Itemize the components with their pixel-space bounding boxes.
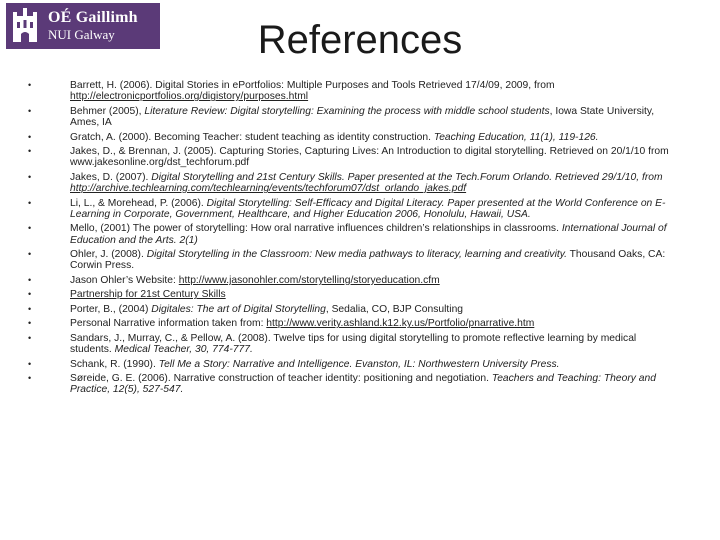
reference-item [28,172,678,195]
reference-item [28,304,678,315]
reference-text: Digitales: The art of Digital Storytelling [151,303,326,315]
reference-item [28,80,678,103]
reference-text: Sandars, J., Murray, C., & Pellow, A. (2008). Twelve tips for using digital storytelling to promote reflective learning by medical students. [70,332,637,356]
reference-text: International Journal of Education and the Arts. 2(1) [70,223,667,246]
reference-text: Personal Narrative information taken from: [70,318,267,330]
reference-text: Porter, B., (2004) [70,303,152,315]
reference-item [28,132,678,143]
reference-text: Søreide, G. E. (2006). Narrative construction of teacher identity: positioning and negotiation. [70,373,492,385]
bullet-icon: • [28,303,32,314]
reference-item [28,146,678,169]
bullet-icon: • [28,274,32,285]
reference-link[interactable]: http://electronicportfolios.org/digistory/purposes.html [70,91,309,103]
logo-irish-name: OÉ Gaillimh [48,9,138,26]
bullet-icon: • [28,318,32,329]
reference-item [28,318,678,329]
bullet-icon: • [28,171,32,182]
reference-link[interactable]: Partnership for 21st Century Skills [70,289,226,301]
logo-english-name: NUI Galway [48,27,115,42]
slide-title: References [257,18,463,62]
reference-text: Teaching Education, 11(1), 119-126. [433,131,599,143]
reference-text: , Sedalia, CO, BJP Consulting [325,303,464,315]
reference-text: Jakes, D. (2007). [70,171,152,183]
bullet-icon: • [28,249,32,260]
reference-text: Digital Storytelling and 21st Century Skills. Paper presented at the Tech.Forum Orlando. Retrieved 29/1/10, from [151,171,663,183]
reference-text: Digital Storytelling: Self-Efficacy and Digital Literacy. Paper presented at the World Conference on E-Learning in Corporate, Government, Healthcare, and Higher Education 2006, Honolulu, Hawaii, USA. [70,197,666,220]
bullet-icon: • [28,197,32,208]
reference-text: Behmer (2005), [70,105,145,117]
reference-link[interactable]: http://archive.techlearning.com/techlearning/events/techforum07/dst_orlando_jakes.pdf [70,183,467,195]
reference-item [28,373,678,396]
reference-item [28,289,678,300]
reference-item [28,359,678,370]
bullet-icon: • [28,146,32,157]
reference-text: Li, L., & Morehead, P. (2006). [70,197,207,209]
reference-text: Mello, (2001) The power of storytelling: How oral narrative influences children’s relationships in classrooms. [70,223,562,235]
reference-text: , Iowa State University, Ames, IA [70,105,655,129]
bullet-icon: • [28,223,32,234]
reference-text: Jason Ohler’s Website: [70,274,179,286]
reference-text: Ohler, J. (2008). [70,249,147,261]
reference-item [28,198,678,221]
reference-item [28,333,678,356]
references-list [28,80,678,399]
bullet-icon: • [28,80,32,90]
reference-text: Thousand Oaks, CA: Corwin Press. [70,249,666,272]
reference-item [28,249,678,272]
reference-text: Gratch, A. (2000). Becoming Teacher: student teaching as identity construction. [70,131,434,143]
reference-item [28,106,678,129]
reference-text: Barrett, H. (2006). Digital Stories in ePortfolios: Multiple Purposes and Tools Retrieved 17/4/09, 2009, from [70,80,555,91]
bullet-icon: • [28,131,32,142]
bullet-icon: • [28,373,32,384]
bullet-icon: • [28,289,32,300]
bullet-icon: • [28,105,32,116]
reference-text: Teachers and Teaching: Theory and Practice, 12(5), 527-547. [70,373,656,396]
reference-text: Schank, R. (1990). [70,358,159,370]
bullet-icon: • [28,332,32,343]
reference-item [28,223,678,246]
bullet-icon: • [28,358,32,369]
reference-link[interactable]: http://www.verity.ashland.k12.ky.us/Portfolio/pnarrative.htm [266,318,535,330]
reference-text: Digital Storytelling in the Classroom: New media pathways to literacy, learning and creativity. [146,249,567,261]
reference-text: Literature Review: Digital storytelling: Examining the process with middle school students [144,105,550,117]
reference-text: Jakes, D., & Brennan, J. (2005). Capturing Stories, Capturing Lives: An Introduction to digital storytelling. Retrieved on 20/1/10 from www.jakesonline.org/dst_techforum.pdf [70,146,669,169]
reference-text: Medical Teacher, 30, 774-777. [114,344,253,356]
reference-link[interactable]: http://www.jasonohler.com/storytelling/storyeducation.cfm [178,274,440,286]
reference-item [28,275,678,286]
reference-text: Tell Me a Story: Narrative and Intelligence. Evanston, IL: Northwestern University Press. [158,358,560,370]
